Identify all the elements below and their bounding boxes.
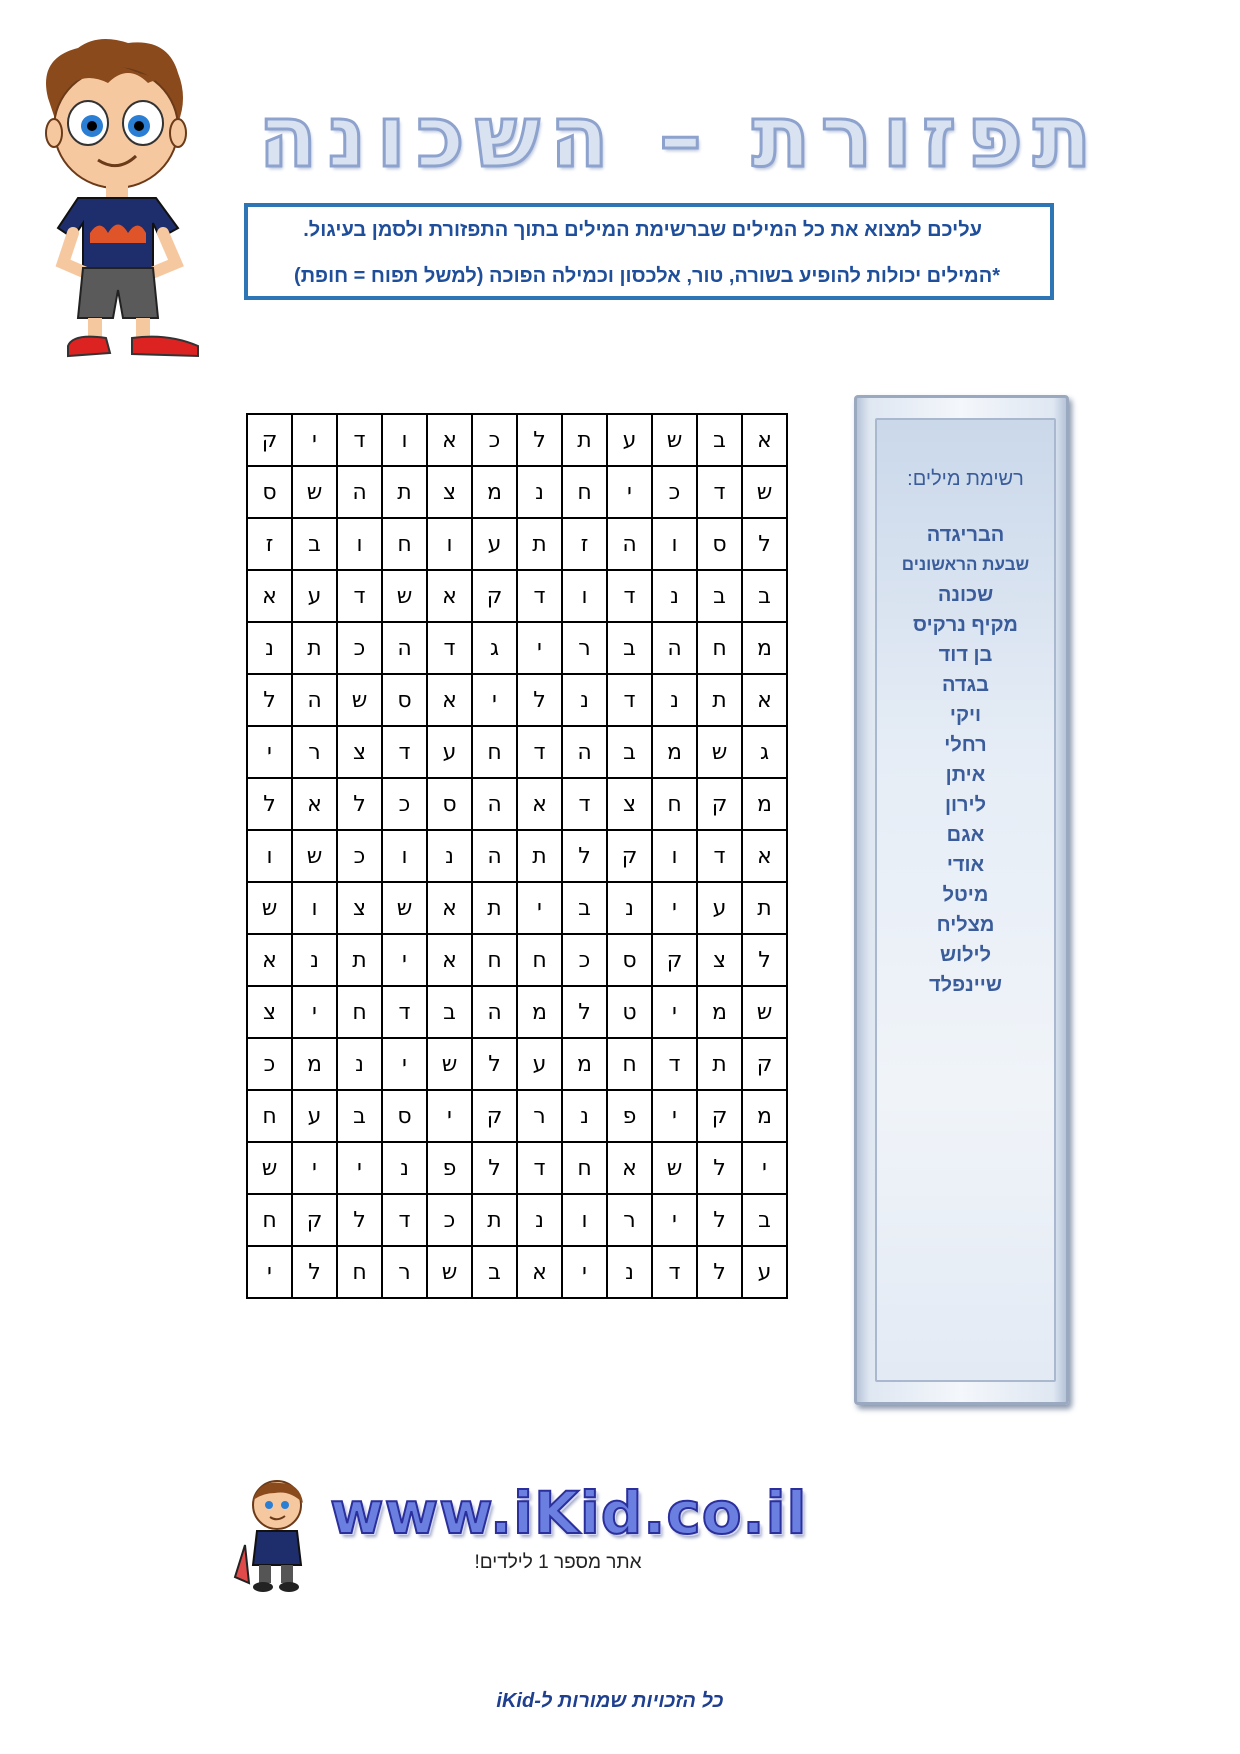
grid-cell[interactable]: נ [382,1142,427,1194]
grid-cell[interactable]: י [337,1142,382,1194]
grid-row [247,986,787,1038]
grid-cell[interactable]: מ [472,466,517,518]
grid-cell[interactable]: ש [292,830,337,882]
grid-cell[interactable]: ס [697,518,742,570]
grid-row [247,622,787,674]
grid-cell[interactable]: ג [742,726,787,778]
grid-cell[interactable]: ד [427,622,472,674]
grid-cell[interactable]: ק [652,934,697,986]
grid-cell[interactable]: ח [652,778,697,830]
grid-cell[interactable]: י [652,882,697,934]
grid-cell[interactable]: ד [652,1246,697,1298]
grid-cell[interactable]: א [607,1142,652,1194]
grid-cell[interactable]: ס [247,466,292,518]
grid-cell[interactable]: ד [382,986,427,1038]
grid-cell[interactable]: ק [292,1194,337,1246]
grid-cell[interactable]: ס [427,778,472,830]
grid-cell[interactable]: ד [517,1142,562,1194]
grid-cell[interactable]: א [247,934,292,986]
grid-cell[interactable]: ש [382,882,427,934]
logo-mascot-illustration [225,1475,325,1595]
grid-cell[interactable]: ב [697,414,742,466]
grid-cell[interactable]: ח [607,1038,652,1090]
grid-cell[interactable]: ה [472,830,517,882]
grid-row [247,1142,787,1194]
grid-cell[interactable]: פ [427,1142,472,1194]
grid-cell[interactable]: ה [382,622,427,674]
grid-cell[interactable]: ה [472,986,517,1038]
word-list-item: אודי [946,854,985,876]
grid-cell[interactable]: י [247,1246,292,1298]
word-list-item: מיטל [942,884,989,906]
grid-cell[interactable]: ע [292,570,337,622]
grid-cell[interactable]: י [292,986,337,1038]
grid-cell[interactable]: ת [697,674,742,726]
grid-row [247,466,787,518]
grid-cell[interactable]: כ [337,830,382,882]
grid-cell[interactable]: נ [247,622,292,674]
grid-cell[interactable]: ח [337,1246,382,1298]
grid-cell[interactable]: צ [337,882,382,934]
grid-cell[interactable]: נ [292,934,337,986]
grid-row [247,1194,787,1246]
grid-cell[interactable]: ש [697,726,742,778]
grid-cell[interactable]: ת [562,414,607,466]
grid-cell[interactable]: ח [472,726,517,778]
grid-cell[interactable]: ח [517,934,562,986]
page-title: תפזורת – השכונה [258,87,1102,187]
grid-cell[interactable]: ה [607,518,652,570]
grid-cell[interactable]: י [427,1090,472,1142]
word-list-item: מצליח [936,914,995,936]
grid-row [247,674,787,726]
word-search-grid [246,413,788,1299]
grid-cell[interactable]: מ [742,778,787,830]
grid-cell[interactable]: י [652,1194,697,1246]
grid-cell[interactable]: ל [472,1038,517,1090]
grid-cell[interactable]: ת [742,882,787,934]
grid-cell[interactable]: כ [652,466,697,518]
grid-cell[interactable]: ד [382,726,427,778]
grid-cell[interactable]: ש [652,1142,697,1194]
grid-cell[interactable]: ב [472,1246,517,1298]
grid-cell[interactable]: ש [382,570,427,622]
grid-cell[interactable]: נ [607,1246,652,1298]
instructions-box [244,203,1054,300]
grid-cell[interactable]: ל [292,1246,337,1298]
grid-cell[interactable]: ו [562,1194,607,1246]
grid-cell[interactable]: נ [337,1038,382,1090]
grid-row [247,414,787,466]
word-list-item: לירון [944,794,987,816]
grid-cell[interactable]: ד [607,570,652,622]
grid-cell[interactable]: ח [697,622,742,674]
grid-cell[interactable]: ק [607,830,652,882]
grid-cell[interactable]: ת [292,622,337,674]
grid-cell[interactable]: ל [697,1246,742,1298]
grid-cell[interactable]: ל [697,1142,742,1194]
grid-cell[interactable]: נ [607,882,652,934]
grid-row [247,518,787,570]
grid-cell[interactable]: י [562,1246,607,1298]
word-list [877,520,1054,1000]
grid-cell[interactable]: ש [427,1246,472,1298]
grid-cell[interactable]: ש [337,674,382,726]
grid-cell[interactable]: ר [292,726,337,778]
grid-cell[interactable]: ש [247,882,292,934]
grid-cell[interactable]: ר [607,1194,652,1246]
grid-cell[interactable]: ל [517,674,562,726]
grid-cell[interactable]: ש [652,414,697,466]
grid-row [247,778,787,830]
grid-cell[interactable]: פ [607,1090,652,1142]
grid-cell[interactable]: ד [337,414,382,466]
grid-cell[interactable]: צ [247,986,292,1038]
grid-row [247,830,787,882]
grid-cell[interactable]: ע [697,882,742,934]
grid-cell[interactable]: ק [697,1090,742,1142]
grid-cell[interactable]: נ [517,1194,562,1246]
grid-cell[interactable]: ס [382,1090,427,1142]
grid-cell[interactable]: י [607,466,652,518]
grid-cell[interactable]: ר [382,1246,427,1298]
grid-cell[interactable]: ס [382,674,427,726]
grid-cell[interactable]: כ [427,1194,472,1246]
grid-row [247,1246,787,1298]
grid-cell[interactable]: ו [427,518,472,570]
grid-row [247,934,787,986]
instructions-line-1: עליכם למצוא את כל המילים שברשימת המילים בתוך התפזורת ולסמן בעיגול. [303,219,982,241]
grid-cell[interactable]: ב [427,986,472,1038]
copyright-footer: כל הזכויות שמורות ל-iKid [496,1690,724,1712]
grid-cell[interactable]: י [517,882,562,934]
grid-cell[interactable]: ק [697,778,742,830]
grid-cell[interactable]: ל [697,1194,742,1246]
grid-cell[interactable]: צ [337,726,382,778]
grid-row [247,726,787,778]
grid-cell[interactable]: א [292,778,337,830]
grid-cell[interactable]: ב [697,570,742,622]
grid-cell[interactable]: ד [337,570,382,622]
grid-cell[interactable]: ש [742,466,787,518]
grid-cell[interactable]: י [652,986,697,1038]
grid-cell[interactable]: ת [337,934,382,986]
grid-cell[interactable]: מ [697,986,742,1038]
grid-cell[interactable]: ע [607,414,652,466]
word-list-item: שכונה [937,584,994,606]
site-tagline: אתר מספר 1 לילדים! [474,1552,642,1573]
grid-cell[interactable]: ש [742,986,787,1038]
grid-cell[interactable]: י [382,1038,427,1090]
grid-cell[interactable]: כ [247,1038,292,1090]
grid-cell[interactable]: ד [517,570,562,622]
grid-cell[interactable]: א [427,414,472,466]
grid-cell[interactable]: ו [382,830,427,882]
grid-cell[interactable]: ח [382,518,427,570]
grid-cell[interactable]: ק [472,1090,517,1142]
grid-cell[interactable]: צ [427,466,472,518]
grid-cell[interactable]: ח [472,934,517,986]
word-list-panel [854,395,1069,1405]
grid-cell[interactable]: ט [607,986,652,1038]
grid-cell[interactable]: א [742,674,787,726]
grid-cell[interactable]: ו [652,830,697,882]
boy-mascot-illustration [28,28,238,368]
grid-cell[interactable]: כ [562,934,607,986]
grid-cell[interactable]: ש [292,466,337,518]
grid-cell[interactable]: ו [337,518,382,570]
grid-cell[interactable]: ו [562,570,607,622]
word-list-item: ויקי [949,704,982,726]
grid-cell[interactable]: ל [562,986,607,1038]
grid-cell[interactable]: ת [697,1038,742,1090]
grid-cell[interactable]: ב [607,726,652,778]
grid-cell[interactable]: ל [337,778,382,830]
grid-cell[interactable]: ק [247,414,292,466]
grid-cell[interactable]: י [742,1142,787,1194]
word-list-item: הבריגדה [926,524,1005,546]
word-list-item: שיינפלד [929,974,1002,996]
grid-cell[interactable]: ע [292,1090,337,1142]
word-list-item: לילוש [939,944,992,966]
word-list-item: שבעת הראשונים [901,555,1030,574]
grid-cell[interactable]: ר [517,1090,562,1142]
grid-cell[interactable]: ה [292,674,337,726]
grid-cell[interactable]: מ [517,986,562,1038]
grid-cell[interactable]: ז [247,518,292,570]
grid-cell[interactable]: כ [337,622,382,674]
grid-cell[interactable]: ל [742,518,787,570]
grid-cell[interactable]: ל [247,674,292,726]
site-logo-text: www.iKid.co.il [330,1479,808,1547]
grid-cell[interactable]: ס [607,934,652,986]
word-list-item: אגם [946,824,985,846]
grid-cell[interactable]: נ [562,674,607,726]
grid-cell[interactable]: א [427,570,472,622]
grid-cell[interactable]: ת [517,518,562,570]
grid-cell[interactable]: ב [607,622,652,674]
grid-cell[interactable]: ע [517,1038,562,1090]
grid-cell[interactable]: כ [472,414,517,466]
grid-cell[interactable]: י [247,726,292,778]
instructions-line-2: *המילים יכולות להופיע בשורה, טור, אלכסון וכמילה הפוכה (למשל תפוח = חופת) [294,265,1000,287]
grid-cell[interactable]: ל [517,414,562,466]
grid-cell[interactable]: ר [562,622,607,674]
grid-row [247,570,787,622]
word-list-item: איתן [945,764,986,786]
grid-cell[interactable]: ה [652,622,697,674]
grid-cell[interactable]: א [427,882,472,934]
grid-cell[interactable]: נ [652,570,697,622]
word-list-title: רשימת מילים: [907,468,1024,490]
grid-row [247,1038,787,1090]
grid-cell[interactable]: ב [742,570,787,622]
word-list-item: רחלי [944,734,987,756]
grid-cell[interactable]: י [652,1090,697,1142]
grid-cell[interactable]: ד [652,1038,697,1090]
grid-cell[interactable]: ד [517,726,562,778]
grid-cell[interactable]: א [517,1246,562,1298]
grid-cell[interactable]: ש [427,1038,472,1090]
grid-cell[interactable]: נ [652,674,697,726]
grid-cell[interactable]: מ [292,1038,337,1090]
grid-cell[interactable]: א [427,934,472,986]
grid-cell[interactable]: ז [562,518,607,570]
grid-cell[interactable]: א [247,570,292,622]
grid-cell[interactable]: צ [607,778,652,830]
grid-cell[interactable]: י [292,414,337,466]
grid-cell[interactable]: ד [697,466,742,518]
grid-cell[interactable]: ע [742,1246,787,1298]
grid-row [247,1090,787,1142]
grid-cell[interactable]: ח [247,1194,292,1246]
grid-cell[interactable]: מ [562,1038,607,1090]
grid-cell[interactable]: ו [292,882,337,934]
grid-cell[interactable]: ב [337,1090,382,1142]
grid-cell[interactable]: ד [697,830,742,882]
grid-cell[interactable]: ב [292,518,337,570]
grid-cell[interactable]: ה [562,726,607,778]
grid-cell[interactable]: ח [247,1090,292,1142]
grid-cell[interactable]: ב [562,882,607,934]
grid-cell[interactable]: ח [562,466,607,518]
grid-cell[interactable]: נ [517,466,562,518]
grid-cell[interactable]: א [742,414,787,466]
grid-cell[interactable]: א [517,778,562,830]
word-list-item: מקיף נרקיס [913,614,1018,636]
grid-cell[interactable]: ק [742,1038,787,1090]
grid-cell[interactable]: ה [472,778,517,830]
grid-cell[interactable]: ד [562,778,607,830]
grid-cell[interactable]: ק [472,570,517,622]
grid-cell[interactable]: ש [247,1142,292,1194]
grid-cell[interactable]: ב [742,1194,787,1246]
word-list-item: בן דוד [938,644,993,666]
grid-cell[interactable]: ל [562,830,607,882]
grid-cell[interactable]: ח [562,1142,607,1194]
grid-cell[interactable]: ל [337,1194,382,1246]
grid-cell[interactable]: י [472,674,517,726]
grid-cell[interactable]: י [517,622,562,674]
grid-cell[interactable]: ח [337,986,382,1038]
grid-cell[interactable]: א [427,674,472,726]
grid-cell[interactable]: מ [742,1090,787,1142]
grid-cell[interactable]: ה [337,466,382,518]
grid-cell[interactable]: ת [517,830,562,882]
grid-cell[interactable]: ל [247,778,292,830]
grid-cell[interactable]: א [742,830,787,882]
grid-cell[interactable]: ג [472,622,517,674]
grid-cell[interactable]: נ [427,830,472,882]
grid-cell[interactable]: ת [472,882,517,934]
grid-cell[interactable]: י [292,1142,337,1194]
word-list-panel-inner [875,418,1056,1382]
grid-cell[interactable]: ל [472,1142,517,1194]
grid-cell[interactable]: ת [472,1194,517,1246]
grid-cell[interactable]: ו [247,830,292,882]
grid-cell[interactable]: צ [697,934,742,986]
grid-cell[interactable]: מ [742,622,787,674]
word-list-item: בגדה [942,674,989,696]
grid-cell[interactable]: י [382,934,427,986]
grid-cell[interactable]: ו [382,414,427,466]
grid-cell[interactable]: ת [382,466,427,518]
grid-cell[interactable]: ע [427,726,472,778]
grid-cell[interactable]: ד [382,1194,427,1246]
grid-cell[interactable]: ו [652,518,697,570]
grid-cell[interactable]: ע [472,518,517,570]
grid-cell[interactable]: כ [382,778,427,830]
grid-cell[interactable]: ל [742,934,787,986]
grid-row [247,882,787,934]
grid-cell[interactable]: ד [607,674,652,726]
grid-cell[interactable]: מ [652,726,697,778]
grid-cell[interactable]: נ [562,1090,607,1142]
